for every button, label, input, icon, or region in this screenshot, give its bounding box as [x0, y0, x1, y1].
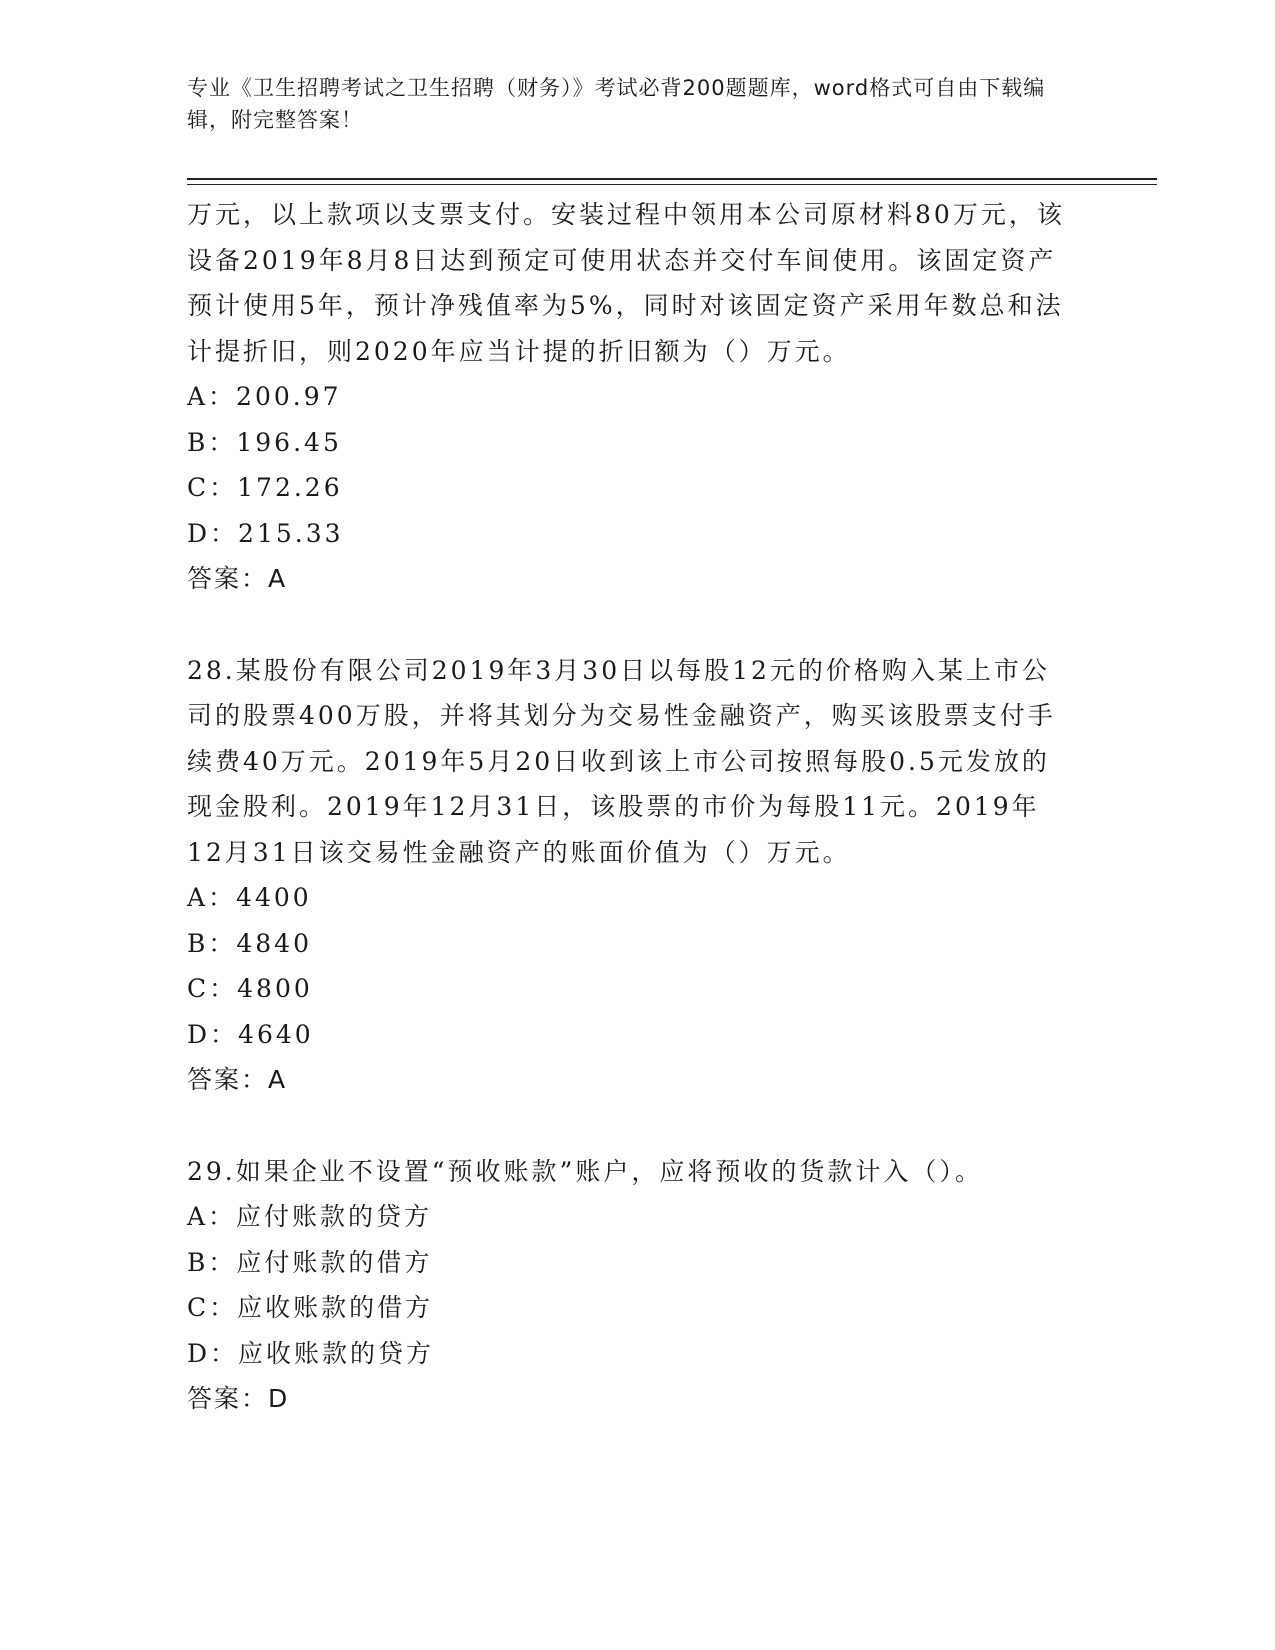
spacer	[187, 602, 1067, 648]
option-d: D：4640	[187, 1019, 314, 1049]
option-a: A：200.97	[187, 382, 342, 411]
option-d: D：应收账款的贷方	[187, 1338, 435, 1368]
question-block	[187, 648, 1067, 1103]
option-c: C：4800	[187, 974, 313, 1003]
answer-line: 答案：D	[187, 1384, 290, 1413]
answer-line: 答案：A	[187, 1065, 288, 1094]
document-header	[187, 72, 1067, 136]
question-stem: 29.如果企业不设置“预收账款”账户，应将预收的货款计入（）。	[187, 1156, 983, 1186]
header-title: 专业《卫生招聘考试之卫生招聘（财务）》考试必背200题题库，word格式可自由下载编辑，附完整答案！	[187, 76, 1046, 132]
option-c: C：172.26	[187, 473, 343, 502]
spacer	[187, 1103, 1067, 1149]
answer-line: 答案：A	[187, 564, 288, 593]
option-d: D：215.33	[187, 518, 344, 548]
header-divider-thin	[187, 184, 1157, 185]
option-b: B：196.45	[187, 427, 342, 457]
option-b: B：4840	[187, 928, 312, 958]
option-c: C：应收账款的借方	[187, 1293, 434, 1322]
option-b: B：应付账款的借方	[187, 1247, 433, 1277]
question-stem: 万元，以上款项以支票支付。安装过程中领用本公司原材料80万元，该设备2019年8月8日达到预定可使用状态并交付车间使用。该固定资产预计使用5年，预计净残值率为5%，同时对该固定资产采用年数总和法计提折旧，则2020年应当计提的折旧额为（）万元。	[187, 200, 1065, 366]
option-a: A：应付账款的贷方	[187, 1202, 433, 1231]
question-list	[187, 192, 1067, 1422]
question-stem: 28.某股份有限公司2019年3月30日以每股12元的价格购入某上市公司的股票400万股，并将其划分为交易性金融资产，购买该股票支付手续费40万元。2019年5月20日收到该上市公司按照每股0.5元发放的现金股利。2019年12月31日，该股票的市价为每股11元。2019年12月31日该交易性金融资产的账面价值为（）万元。	[187, 655, 1056, 867]
question-block	[187, 1149, 1067, 1422]
header-divider-thick	[187, 178, 1157, 180]
question-block	[187, 192, 1067, 602]
option-a: A：4400	[187, 883, 312, 912]
